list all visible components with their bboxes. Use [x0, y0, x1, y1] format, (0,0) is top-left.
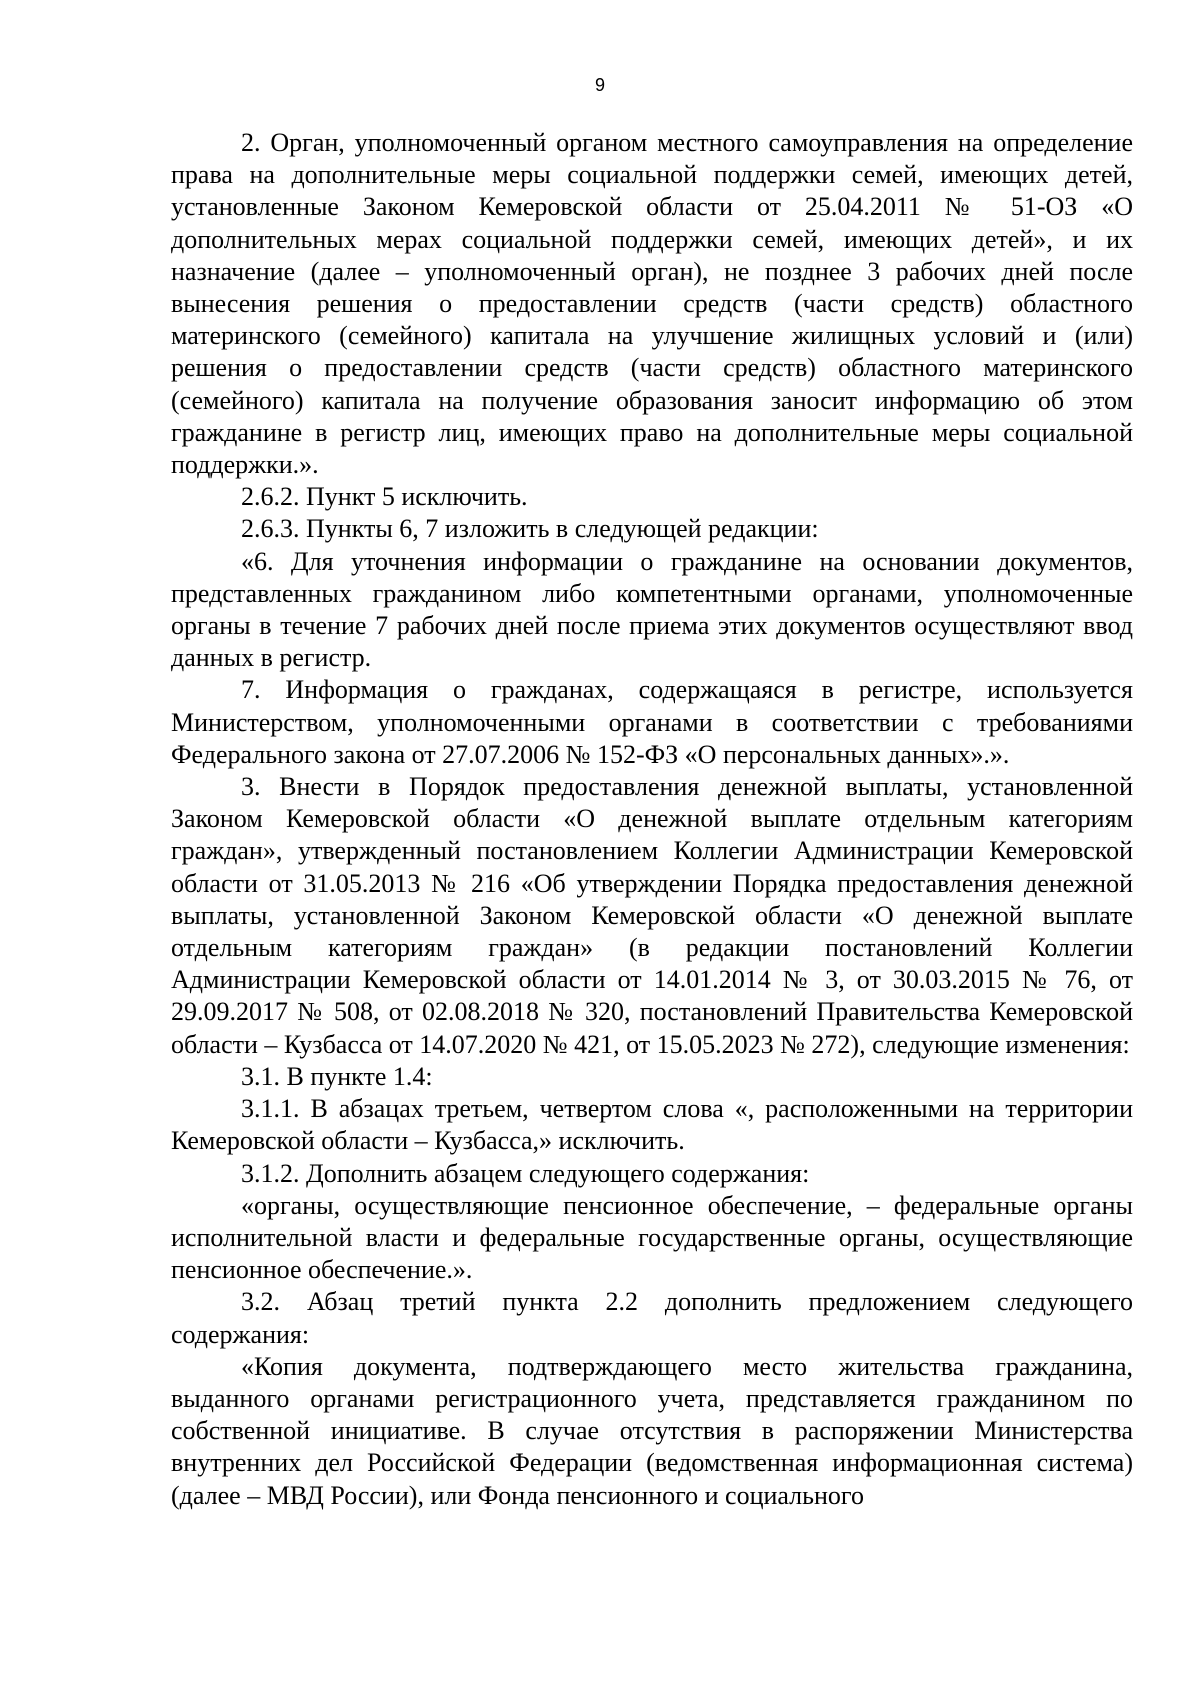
page-number: 9	[594, 75, 605, 95]
paragraph-item-2: 2. Орган, уполномоченный органом местного самоуправления на определение права на дополнительные меры социальной поддержки семей, имеющих детей, установленные Законом Кемеровской области от 25.04.2011 № 51-ОЗ «О дополнительных мерах социальной поддержки семей, имеющих детей», и их назначение (далее – уполномоченный орган), не позднее 3 рабочих дней после вынесения решения о предоставлении средств (части средств) областного материнского (семейного) капитала на улучшение жилищных условий и (или) решения о предоставлении средств (части средств) областного материнского (семейного) капитала на получение образования заносит информацию об этом гражданине в регистр лиц, имеющих право на дополнительные меры социальной поддержки.».	[171, 128, 1133, 480]
paragraph-item-6: «6. Для уточнения информации о гражданине на основании документов, представленных гражданином либо компетентными органами, уполномоченные органы в течение 7 рабочих дней после приема этих документов осуществляют ввод данных в регистр.	[171, 546, 1133, 673]
paragraph-item-2-6-2: 2.6.2. Пункт 5 исключить.	[241, 482, 528, 512]
paragraph-item-3: 3. Внести в Порядок предоставления денежной выплаты, установленной Законом Кемеровской области «О денежной выплате отдельным категориям граждан», утвержденный постановлением Коллегии Администрации Кемеровской области от 31.05.2013 № 216 «Об утверждении Порядка предоставления денежной выплаты, установленной Законом Кемеровской области «О денежной выплате отдельным категориям граждан» (в редакции постановлений Коллегии Администрации Кемеровской области от 14.01.2014 № 3, от 30.03.2015 № 76, от 29.09.2017 № 508, от 02.08.2018 № 320, постановлений Правительства Кемеровской области – Кузбасса от 14.07.2020 № 421, от 15.05.2023 № 272), следующие изменения:	[171, 772, 1133, 1059]
paragraph-item-2-6-3: 2.6.3. Пункты 6, 7 изложить в следующей редакции:	[241, 514, 819, 544]
paragraph-item-3-1-1: 3.1.1. В абзацах третьем, четвертом слова «, расположенными на территории Кемеровской области – Кузбасса,» исключить.	[171, 1094, 1133, 1156]
paragraph-item-3-1: 3.1. В пункте 1.4:	[241, 1061, 433, 1091]
paragraph-item-7: 7. Информация о гражданах, содержащаяся в регистре, используется Министерством, уполномоченными органами в соответствии с требованиями Федерального закона от 27.07.2006 № 152-ФЗ «О персональных данных».».	[171, 675, 1133, 769]
paragraph-quoted-sentence: «Копия документа, подтверждающего место жительства гражданина, выданного органами регистрационного учета, представляется гражданином по собственной инициативе. В случае отсутствия в распоряжении Министерства внутренних дел Российской Федерации (ведомственная информационная система) (далее – МВД России), или Фонда пенсионного и социального	[171, 1351, 1133, 1510]
paragraph-item-3-1-2: 3.1.2. Дополнить абзацем следующего содержания:	[241, 1158, 810, 1188]
document-body	[171, 127, 1133, 1512]
paragraph-quoted-addition: «органы, осуществляющие пенсионное обеспечение, – федеральные органы исполнительной власти и федеральные государственные органы, осуществляющие пенсионное обеспечение.».	[171, 1190, 1133, 1285]
paragraph-item-3-2: 3.2. Абзац третий пункта 2.2 дополнить предложением следующего содержания:	[171, 1287, 1133, 1349]
